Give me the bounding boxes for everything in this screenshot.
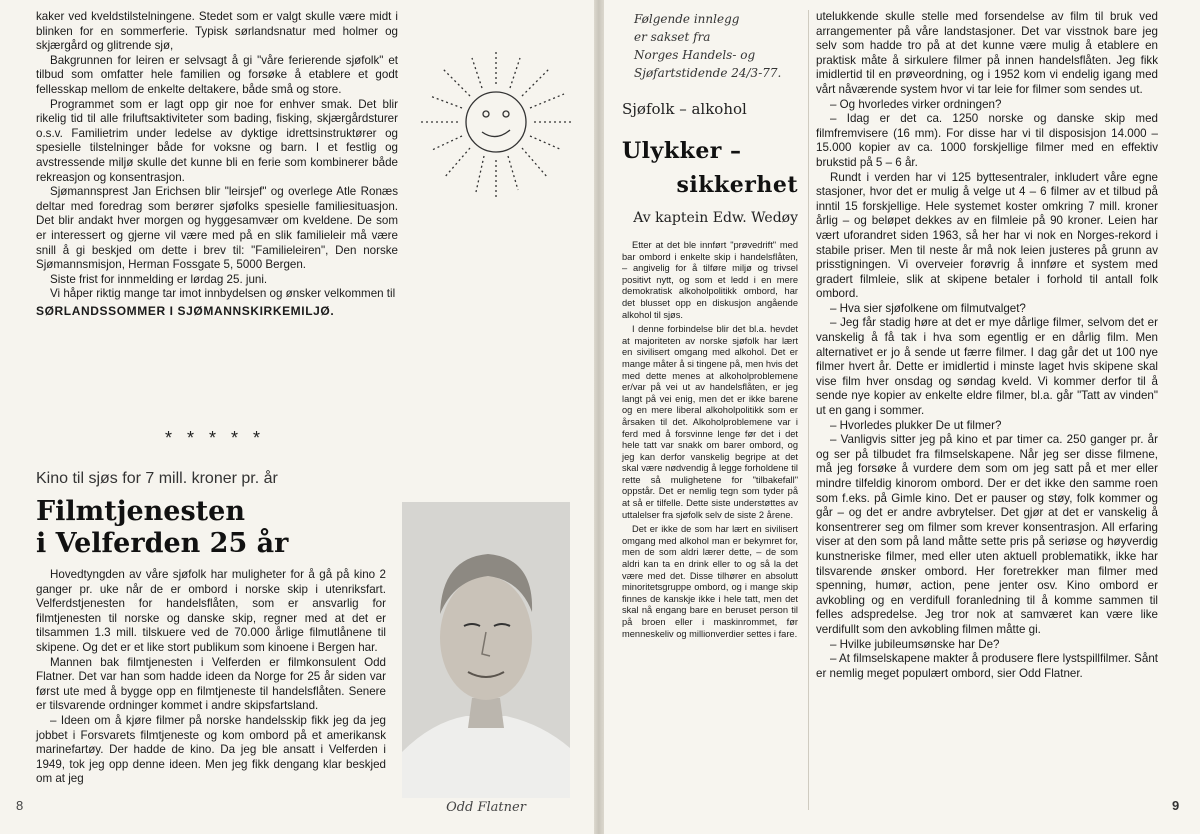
source-note-line: Følgende innlegg bbox=[634, 12, 740, 26]
paragraph: Hovedtyngden av våre sjøfolk har muligheter for å gå på kino 2 ganger pr. uke når de er ombord i norske skip i utenriksfart. Velferdstjenesten for handelsflåten, som er ansvarlig for filmtjenesten til norske og danske skip, regner med at det er tilsammen 1.3 mill. tilskuere ved de 70.000 årlige filmutlånene til skipene. Og det er et like stort publikum som kinoene i Bergen har. bbox=[36, 568, 386, 654]
headline-line: sikkerhet bbox=[676, 172, 798, 198]
paragraph: utelukkende skulle stelle med forsendelse av film til bruk ved arrangementer på våre landstasjoner. Det var visstnok bare jeg selv som hadde tro på at det kunne være mulig å etablere en praktisk måte å sirkulere filmer på innen handelsflåten. Jeg fikk imidlertid til en prøveordning, og i 1952 kom vi endelig igang med vårt nåværende system hvor vi tar leie for filmer som sendes ut. bbox=[816, 10, 1158, 96]
paragraph: Mannen bak filmtjenesten i Velferden er filmkonsulent Odd Flatner. Det var han som hadde ideen da Norge for 25 år siden var først ute med å bygge opp en filmtjeneste til handelsflåten. Senere er tilsvarende ordninger kommet i andre skipsfartsland. bbox=[36, 655, 386, 713]
paragraph: – Og hvorledes virker ordningen? bbox=[830, 97, 1002, 111]
sidebar-text bbox=[622, 240, 798, 640]
headline-line: Filmtjenesten bbox=[36, 496, 245, 527]
paragraph: Rundt i verden har vi 125 byttesentraler, inkludert våre egne stasjoner, hvor det er mulig å velge ut 4 – 6 filmer av et tilbud på inntil 15 forskjellige. Hele systemet koster omkring 7 mill. kroner årlig – og beløpet dekkes av en filmleie på 90 kroner. Leien har vært uforandret siden 1963, så her har vi nok en Norges-rekord i stabile priser. Men til neste år må nok leien justeres på grunn av prisstigningen. Vi overveier forøvrig å innføre et system med gradert filmleie, slik at skipene betaler i forhold til antall folk ombord. bbox=[816, 170, 1158, 301]
source-note-line: Norges Handels- og bbox=[634, 48, 756, 62]
left-page bbox=[0, 0, 596, 834]
byline: Av kaptein Edw. Wedøy bbox=[633, 210, 798, 226]
portrait-illustration bbox=[402, 502, 570, 798]
closing-caps-line: SØRLANDSSOMMER I SJØMANNSKIRKEMILJØ. bbox=[36, 303, 335, 318]
paragraph: Det er ikke de som har lært en sivilisert omgang med alkohol man er bekymret for, men de som aldri lærer dette, – de som aldri kan ta en drink eller to og så la det være med det. Disse tilhører en absolutt minoritetsgruppe ombord, og i mange skip finnes de kanskje ikke i hele tatt, men det skal nå engang bare en beruset person til på broen eller i maskinrommet, før menneskeliv og millionverdier settes i fare. bbox=[622, 524, 798, 639]
paragraph: – At filmselskapene makter å produsere flere lystspillfilmer. Sånt er nemlig meget populært ombord, sier Odd Flatner. bbox=[816, 652, 1158, 680]
paragraph: – Jeg får stadig høre at det er mye dårlige filmer, selvom det er vanskelig å få tak i hva som egentlig er en dårlig film. Men alternativet er jo å sende ut færre filmer. I dag går det ut 100 nye filmer hvert år. Dette er imidlertid i minste laget hvis skipene skal vise film hver onsdag og søndag kveld. Vi kommer derfor til å sende nye kopier av enkelte eldre filmer, bl.a. går "Tatt av vinden" ut en gang i sommer. bbox=[816, 316, 1158, 418]
paragraph: I denne forbindelse blir det bl.a. hevdet at majoriteten av norske sjøfolk har lært en sivilisert omgang med alkohol. Det er mange måter å si tingene på, men hvis det med dette menes at alkoholproblemene er/var på vei ut av handelsflåten, er jeg langt på vei enig, men det er ikke barene og en mere liberal alkoholpolitikk som er årsaken til det. Alkoholproblemene var i ferd med å forsvinne lenge før det i det hele tatt var snakk om barer ombord, og jeg kan derfor vanskelig begripe at det skal være nødvendig å legge forholdene til rette så mulighetene for "tilbakefall" oppstår. Det er nemlig tegn som tyder på at så er tilfelle. Dette siste understøttes av uttalelser fra sjøfolk selv de siste 2 årene. bbox=[622, 324, 798, 520]
paragraph: Etter at det ble innført "prøvedrift" med bar ombord i enkelte skip i handelsflåten, – angivelig for å tilføre miljø og trivsel positivt nytt, og som et ledd i en mere demokratisk alkoholpolitikk ombord, har det blusset opp en diskusjon angående alkohol til sjøs. bbox=[622, 240, 798, 320]
section-divider-stars: * * * * * bbox=[164, 428, 266, 448]
paragraph: kaker ved kveldstilstelningene. Stedet som er valgt skulle være midt i blinken for en sommerferie. Typisk sørlandsnatur med holmer og skjærgård og glitrende sjø, bbox=[36, 10, 398, 53]
continued-article-column bbox=[816, 10, 1158, 681]
sun-illustration-icon bbox=[416, 44, 576, 204]
paragraph: Programmet som er lagt opp gir noe for enhver smak. Det blir rikelig tid til alle friluftsaktiviteter som bading, fisking, skjærgårdsturer o.s.v. Familietrim under ledelse av dyktige idrettsinstruktører og spesielle tilstelninger både for voksne og barn. I et festlig og avstressende miljø skulle det kunne bli en ferie som kombinerer både rekreasjon og konsentrasjon. bbox=[36, 97, 398, 184]
paragraph: – Ideen om å kjøre filmer på norske handelsskip fikk jeg da jeg jobbet i Forsvarets filmtjeneste og kom ombord på et amerikansk marinefartøy. Der hadde de kino. Da jeg ble ansatt i Velferden i 1949, tok jeg opp denne ideen. Men jeg fikk dengang klar beskjed om at jeg bbox=[36, 713, 386, 786]
article-kicker: Kino til sjøs for 7 mill. kroner pr. år bbox=[36, 470, 278, 487]
headline-line: Ulykker – bbox=[622, 138, 742, 164]
paragraph: Siste frist for innmelding er lørdag 25. juni. bbox=[50, 272, 268, 286]
sidebar-headline bbox=[622, 134, 798, 202]
paragraph: Vi håper riktig mange tar imot innbydelsen og ønsker velkommen til bbox=[50, 287, 396, 301]
sidebar-kicker: Sjøfolk – alkohol bbox=[622, 100, 747, 118]
intro-text-column bbox=[36, 10, 398, 318]
paragraph: – Hvorledes plukker De ut filmer? bbox=[830, 418, 1002, 432]
paragraph: Sjømannsprest Jan Erichsen blir "leirsjef" og overlege Atle Ronæs deltar med foredrag som berører sjøfolks spesielle familiesituasjon. Det blir andakt hver morgen og hyggesamvær om kveldene. De som er interessert og gjerne vil være med på en slik familieleir må være snill å gi beskjed om dette i brev til: "Familieleiren", Den norske Sjømannsmisjon, Herman Fossgate 5, 5000 Bergen. bbox=[36, 185, 398, 272]
paragraph: – Idag er det ca. 1250 norske og danske skip med filmfremvisere (16 mm). For disse har vi til disposisjon 14.000 – 15.000 kopier av ca. 1000 forskjellige filmer med en effektiv brukstid på 5 – 6 år. bbox=[816, 112, 1158, 169]
article-headline bbox=[36, 496, 288, 560]
paragraph: Bakgrunnen for leiren er selvsagt å gi "våre ferierende sjøfolk" et tilbud som omfatter hele familien og forsøke å etablere et godt fellesskap mellom de enkelte deltakere, både små og store. bbox=[36, 53, 398, 96]
photo-caption: Odd Flatner bbox=[446, 800, 526, 815]
column-rule bbox=[808, 10, 809, 810]
source-note-line: er sakset fra bbox=[634, 30, 711, 44]
sidebar-article bbox=[622, 10, 798, 643]
paragraph: – Hva sier sjøfolkene om filmutvalget? bbox=[830, 301, 1026, 315]
source-note-line: Sjøfartstidende 24/3-77. bbox=[634, 66, 782, 80]
article-text-column bbox=[36, 568, 386, 787]
paragraph: – Vanligvis sitter jeg på kino et par timer ca. 250 ganger pr. år og ser på tilbudet fra filmselskapene. Når jeg ser disse filmene, må jeg forsøke å vurdere dem som om jeg satt på et mer eller mindre tilfeldig kinorom ombord. Der er det ikke den samme roen som f.eks. på Gimle kino. Det er pauser og støy, folk kommer og går – og det er andre avbrytelser. Det gjør at det er vanskelig å konsentrerer seg om filmer som krever konsentrasjon. All erfaring viser at den som på land måtte sette pris på seriøse og høyverdig kunstneriske filmer, med eller uten aktuell problematikk, ikke har tilsvarende ønsker ombord. Her foretrekker man filmer med spenning, humør, action, pene jenter osv. Kino ombord er avkobling og en verdifull foranledning til å komme sammen til felles adspredelse. Jeg tror nok at samværet kan være like verdifullt som den avkobling filmen måtte gi. bbox=[816, 433, 1158, 636]
page-number: 8 bbox=[16, 798, 24, 813]
portrait-photo bbox=[402, 502, 570, 798]
page-number: 9 bbox=[1172, 798, 1180, 813]
page-gutter bbox=[594, 0, 604, 834]
source-note bbox=[622, 10, 798, 82]
headline-line: i Velferden 25 år bbox=[36, 528, 289, 559]
paragraph: – Hvilke jubileumsønske har De? bbox=[830, 637, 1000, 651]
